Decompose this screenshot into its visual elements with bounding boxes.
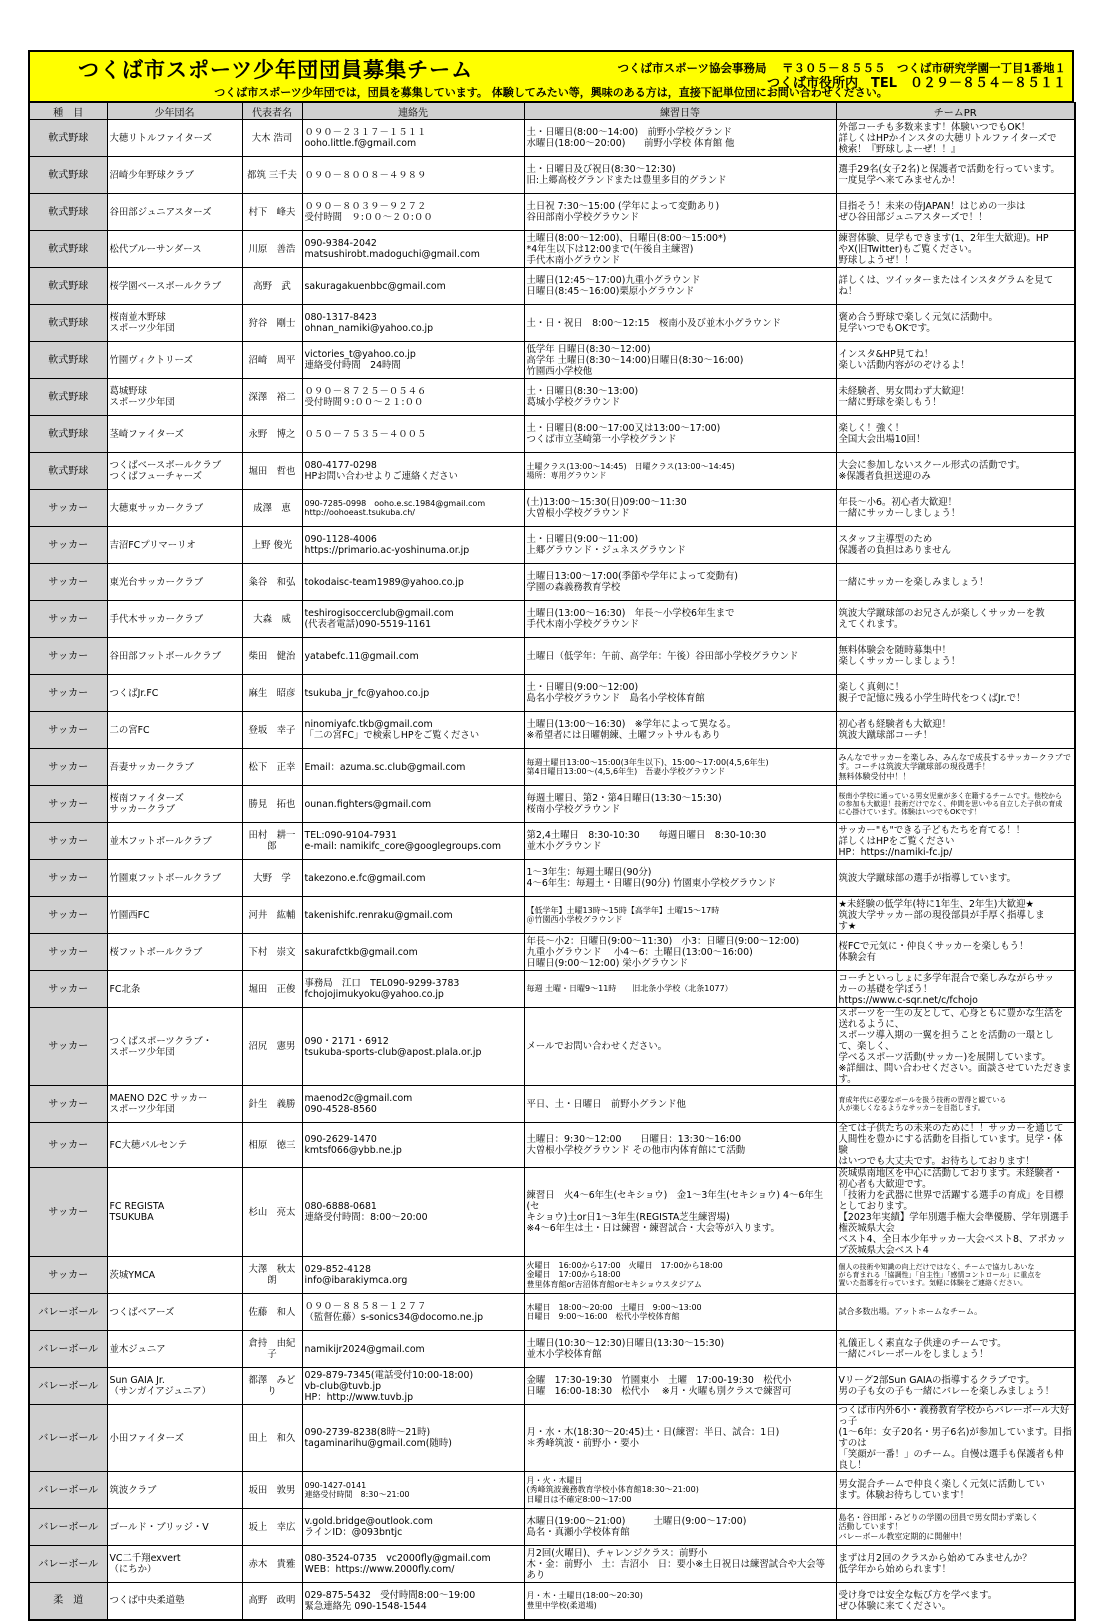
table-row [29, 971, 1075, 1008]
practice-schedule-cell: 1～3年生：毎週土曜日(90分) 4～6年生：毎週土・日曜日(90分) 竹園東小学校グラウンド [524, 860, 836, 897]
contact-cell: 090-9384-2042 matsushirobt.madoguchi@gmail.com [302, 231, 524, 268]
table-row [29, 490, 1075, 527]
practice-schedule-cell: 土曜クラス(13:00～14:45) 日曜クラス(13:00～14:45) 場所：専用グラウンド [524, 453, 836, 490]
table-row [29, 1509, 1075, 1546]
team-name-cell: 茎崎ファイターズ [107, 416, 242, 453]
contact-cell: ０９０－２３１７－１５１１ ooho.little.f@gmail.com [302, 120, 524, 157]
contact-cell: 080-6888-0681 連絡受付時間：8:00～20:00 [302, 1168, 524, 1257]
team-name-cell: 並木フットボールクラブ [107, 823, 242, 860]
contact-cell: 029-879-7345(電話受付10:00-18:00) vb-club@tuvb.jp HP：http://www.tuvb.jp [302, 1368, 524, 1405]
representative-cell: 大野 学 [242, 860, 302, 897]
sport-cell: 軟式野球 [29, 157, 107, 194]
team-pr-cell: ★未経験の低学年(特に1年生、2年生)大歓迎★ 筑波大学サッカー部の現役部員が手厚く指導しま す★ [836, 897, 1075, 934]
table-row [29, 527, 1075, 564]
team-name-cell: Sun GAIA Jr. （サンガイアジュニア） [107, 1368, 242, 1405]
team-name-cell: 桜学園ベースボールクラブ [107, 268, 242, 305]
representative-cell: 堀田 哲也 [242, 453, 302, 490]
practice-schedule-cell: 土・日・祝日 8:00～12:15 桜南小及び並木小グラウンド [524, 305, 836, 342]
sport-cell: バレーボール [29, 1331, 107, 1368]
team-table [28, 102, 1076, 1621]
team-pr-cell: スポーツを一生の友として、心身ともに豊かな生活を送れるように、 スポーツ導入期の一翼を担うことを活動の一環として、楽しく、 学べるスポーツ活動(サッカー)を展開しています。 ※詳細は、問い合わせください。面談させていただきます。 [836, 1008, 1075, 1086]
recruitment-notice: つくば市スポーツ少年団では，団員を募集しています。 体験してみたい等，興味のある方は，直接下記単位団にお問い合わせください。 [214, 86, 888, 99]
table-row [29, 1583, 1075, 1620]
practice-schedule-cell: 土曜日(8:00～12:00)、日曜日(8:00～15:00*) *4年生以下は12:00まで(午後自主練習) 手代木南小グラウンド [524, 231, 836, 268]
practice-schedule-cell: 木曜日(19:00～21:00) 土曜日(9:00～17:00) 島名・真瀬小学校体育館 [524, 1509, 836, 1546]
team-name-cell: 桜フットボールクラブ [107, 934, 242, 971]
team-pr-cell: 礼儀正しく素直な子供達のチームです。 一緒にバレーボールをしましょう！ [836, 1331, 1075, 1368]
representative-cell: 柴田 健治 [242, 638, 302, 675]
team-pr-cell: 全ては子供たちの未来のために！！サッカーを通じて 人間性を豊かにする活動を目指しています。見学・体験 はいつでも大丈夫です。お待ちしております！ [836, 1123, 1075, 1168]
table-row [29, 1472, 1075, 1509]
table-row [29, 1368, 1075, 1405]
contact-cell: takezono.e.fc@gmail.com [302, 860, 524, 897]
representative-cell: 沼崎 周平 [242, 342, 302, 379]
team-pr-cell: 男女混合チームで仲良く楽しく元気に活動してい ます。体験お待ちしています！ [836, 1472, 1075, 1509]
team-name-cell: 茨城YMCA [107, 1257, 242, 1294]
sport-cell: サッカー [29, 971, 107, 1008]
team-pr-cell: 大会に参加しないスクール形式の活動です。 ※保護者負担送迎のみ [836, 453, 1075, 490]
table-row [29, 157, 1075, 194]
contact-cell: 090-1128-4006 https://primario.ac-yoshinuma.or.jp [302, 527, 524, 564]
team-pr-cell: 育成年代に必要なボールを扱う技術の習得と観ている 人が楽しくなるようなサッカーを目指します。 [836, 1086, 1075, 1123]
practice-schedule-cell: 土曜日：9:30～12:00 日曜日：13:30～16:00 大曽根小学校グラウンド その他市内体育館にて活動 [524, 1123, 836, 1168]
contact-cell: victories_t@yahoo.co.jp 連絡受付時間 24時間 [302, 342, 524, 379]
representative-cell: 永野 博之 [242, 416, 302, 453]
table-row [29, 379, 1075, 416]
practice-schedule-cell: 月2回(火曜日)、チャレンジクラス：前野小 木・金：前野小 土：吉沼小 日：要小※土日祝日は練習試合や大会等あり [524, 1546, 836, 1583]
col-header-sport: 種 目 [29, 103, 107, 120]
practice-schedule-cell: 平日、土・日曜日 前野小グランド他 [524, 1086, 836, 1123]
representative-cell: 田村 耕一郎 [242, 823, 302, 860]
table-row [29, 1294, 1075, 1331]
sport-cell: サッカー [29, 749, 107, 786]
representative-cell: 登坂 幸子 [242, 712, 302, 749]
practice-schedule-cell: 月・水・木(18:30～20:45)土・日(練習：半日、試合：1日) ＊秀峰筑波・前野小・要小 [524, 1405, 836, 1472]
representative-cell: 上野 俊光 [242, 527, 302, 564]
practice-schedule-cell: 毎週土曜日13:00～15:00(3年生以下)、15:00～17:00(4,5,6年生) 第4日曜日13:00～(4,5,6年生) 吾妻小学校グラウンド [524, 749, 836, 786]
representative-cell: 都筑 三千夫 [242, 157, 302, 194]
team-pr-cell: 島名・谷田部・みどりの学園の団員で男女問わず楽しく 活動しています！ バレーボール教室定期的に開催中！ [836, 1509, 1075, 1546]
sport-cell: サッカー [29, 712, 107, 749]
team-name-cell: 谷田部フットボールクラブ [107, 638, 242, 675]
team-pr-cell: 筑波大学蹴球部のお兄さんが楽しくサッカーを教 えてくれます。 [836, 601, 1075, 638]
sport-cell: サッカー [29, 638, 107, 675]
sport-cell: バレーボール [29, 1546, 107, 1583]
office-phone: つくば市役所内 TEL ０２９－８５４－８５１１ [766, 76, 1066, 91]
team-name-cell: 竹園ヴィクトリーズ [107, 342, 242, 379]
contact-cell: sakurafctkb@gmail.com [302, 934, 524, 971]
sport-cell: バレーボール [29, 1368, 107, 1405]
contact-cell: 080-1317-8423 ohnan_namiki@yahoo.co.jp [302, 305, 524, 342]
team-name-cell: 二の宮FC [107, 712, 242, 749]
office-address: つくば市スポーツ協会事務局 〒３０５－８５５５ つくば市研究学園一丁目1番地１ [617, 61, 1066, 75]
team-name-cell: FC REGISTA TSUKUBA [107, 1168, 242, 1257]
team-pr-cell: 未経験者、男女問わず大歓迎！ 一緒に野球を楽しもう！ [836, 379, 1075, 416]
contact-cell: 029-852-4128 info@ibarakiymca.org [302, 1257, 524, 1294]
contact-cell: 090-2629-1470 kmtsf066@ybb.ne.jp [302, 1123, 524, 1168]
contact-cell: 090-1427-0141 連絡受付時間 8:30～21:00 [302, 1472, 524, 1509]
practice-schedule-cell: 毎週土曜日、第2・第4日曜日(13:30～15:30) 桜南小学校グラウンド [524, 786, 836, 823]
representative-cell: 粂谷 和弘 [242, 564, 302, 601]
table-row [29, 860, 1075, 897]
team-name-cell: 吾妻サッカークラブ [107, 749, 242, 786]
contact-cell: ０９０－８０３９－９２７２ 受付時間 ９:００～２０:００ [302, 194, 524, 231]
representative-cell: 沼尻 憲男 [242, 1008, 302, 1086]
table-row [29, 897, 1075, 934]
contact-cell: 080-4177-0298 HPお問い合わせよりご連絡ください [302, 453, 524, 490]
team-pr-cell: スタッフ主導型のため 保護者の負担はありません [836, 527, 1075, 564]
table-row [29, 934, 1075, 971]
representative-cell: 坂上 幸広 [242, 1509, 302, 1546]
team-pr-cell: 個人の技術や知識の向上だけではなく、チームで協力しあいな がら育まれる「協調性」「自主性」「感情コントロール」に重点を 置いた指導を行っています。気軽に体験をご連絡ください。 [836, 1257, 1075, 1294]
contact-cell: 090・2171・6912 tsukuba-sports-club@apost.plala.or.jp [302, 1008, 524, 1086]
team-pr-cell: Vリーグ2部Sun GAIAの指導するクラブです。 男の子も女の子も一緒にバレーを楽しみましょう！ [836, 1368, 1075, 1405]
sport-cell: バレーボール [29, 1509, 107, 1546]
col-header-practice: 練習日等 [524, 103, 836, 120]
practice-schedule-cell: 土・日曜日(9:00～11:00) 上郷グラウンド・ジュネスグラウンド [524, 527, 836, 564]
sport-cell: 軟式野球 [29, 342, 107, 379]
representative-cell: 針生 義勝 [242, 1086, 302, 1123]
sport-cell: 軟式野球 [29, 305, 107, 342]
team-name-cell: つくばベースボールクラブ つくばフューチャーズ [107, 453, 242, 490]
team-name-cell: 谷田部ジュニアスターズ [107, 194, 242, 231]
contact-cell: yatabefc.11@gmail.com [302, 638, 524, 675]
representative-cell: 都澤 みどり [242, 1368, 302, 1405]
contact-cell: maenod2c@gmail.com 090-4528-8560 [302, 1086, 524, 1123]
representative-cell: 大木 浩司 [242, 120, 302, 157]
representative-cell: 杉山 亮太 [242, 1168, 302, 1257]
sport-cell: サッカー [29, 897, 107, 934]
team-pr-cell: 桜南小学校に通っている男女児童が多く在籍するチームです。他校から の参加も大歓迎！技術だけでなく、仲間を思いやる自立した子供の育成 に心掛けています。体験はいつでもOKです！ [836, 786, 1075, 823]
table-row [29, 231, 1075, 268]
team-pr-cell: 受け身では安全な転び方を学べます。 ぜひ体験に来てください。 [836, 1583, 1075, 1620]
contact-cell: ounan.fighters@gmail.com [302, 786, 524, 823]
sheet-title: つくば市スポーツ少年団団員募集チーム [78, 58, 474, 82]
team-pr-cell: 楽しく！強く！ 全国大会出場10回！ [836, 416, 1075, 453]
team-pr-cell: インスタ&HP見てね！ 楽しい活動内容がのぞけるよ！ [836, 342, 1075, 379]
team-pr-cell: 目指そう！未来の侍JAPAN！はじめの一歩は ぜひ谷田部ジュニアスターズで！！ [836, 194, 1075, 231]
sport-cell: バレーボール [29, 1405, 107, 1472]
team-pr-cell: 初心者も経験者も大歓迎！ 筑波大蹴球部コーチ！ [836, 712, 1075, 749]
team-name-cell: 大穂リトルファイターズ [107, 120, 242, 157]
team-name-cell: 桜南ファイターズ サッカークラブ [107, 786, 242, 823]
team-name-cell: つくばスポーツクラブ・ スポーツ少年団 [107, 1008, 242, 1086]
contact-cell: ０９０－８８５８－１２７７ （監督佐藤）s-sonics34@docomo.ne.jp [302, 1294, 524, 1331]
table-row [29, 1008, 1075, 1086]
team-pr-cell: コーチといっしょに多学年混合で楽しみながらサッ カーの基礎を学ぼう！ https://www.c-sqr.net/c/fchojo [836, 971, 1075, 1008]
team-pr-cell: 詳しくは、ツイッターまたはインスタグラムを見て ね！ [836, 268, 1075, 305]
representative-cell: 村下 峰夫 [242, 194, 302, 231]
table-row [29, 120, 1075, 157]
practice-schedule-cell: 金曜 17:30-19:30 竹園東小 土曜 17:00-19:30 松代小 日曜 16:00-18:30 松代小 ※月・火曜も別クラスで練習可 [524, 1368, 836, 1405]
practice-schedule-cell: 土曜日(13:00～16:30) ※学年によって異なる。 ※希望者には日曜朝練、土曜フットサルもあり [524, 712, 836, 749]
table-row [29, 1546, 1075, 1583]
representative-cell: 田上 和久 [242, 1405, 302, 1472]
sport-cell: サッカー [29, 564, 107, 601]
team-name-cell: 小田ファイターズ [107, 1405, 242, 1472]
team-pr-cell: 茨城県南地区を中心に活動しております。未経験者・初心者も大歓迎です。 「技術力を武器に世界で活躍する選手の育成」を目標としております。 【2023年実績】学年別選手権大会準優勝、学年別選手権茨城県大会 ベスト4、全日本少年サッカー大会ベスト8、アボカップ茨城県大会ベスト4 [836, 1168, 1075, 1257]
team-pr-cell: 選手29名(女子2名)と保護者で活動を行っています。 一度見学へ来てみませんか！ [836, 157, 1075, 194]
table-row [29, 305, 1075, 342]
table-row [29, 675, 1075, 712]
sport-cell: 軟式野球 [29, 453, 107, 490]
contact-cell: ０５０－７５３５－４００５ [302, 416, 524, 453]
sport-cell: サッカー [29, 1123, 107, 1168]
contact-cell: 事務局 江口 TEL090-9299-3783 fchojojimukyoku@yahoo.co.jp [302, 971, 524, 1008]
contact-cell: ０９０－８００８－４９８９ [302, 157, 524, 194]
sport-cell: 柔 道 [29, 1583, 107, 1620]
table-row [29, 564, 1075, 601]
contact-cell: ninomiyafc.tkb@gmail.com 「二の宮FC」で検索しHPをご覧ください [302, 712, 524, 749]
team-name-cell: 東光台サッカークラブ [107, 564, 242, 601]
practice-schedule-cell: 【低学年】土曜13時～15時【高学年】土曜15～17時 ＠竹園西小学校グラウンド [524, 897, 836, 934]
sheet-header [28, 50, 1074, 102]
practice-schedule-cell: 木曜日 18:00～20:00 土曜日 9:00～13:00 日曜日 9:00～16:00 松代小学校体育館 [524, 1294, 836, 1331]
practice-schedule-cell: 火曜日 16:00から17:00 火曜日 17:00から18:00 金曜日 17:00から18:00 豊里体育館or吉沼体育館orセキショウスタジアム [524, 1257, 836, 1294]
practice-schedule-cell: 土・日曜日(8:00～14:00) 前野小学校グランド 水曜日(18:00～20:00) 前野小学校 体育館 他 [524, 120, 836, 157]
contact-cell: teshirogisoccerclub@gmail.com (代表者電話)090-5519-1161 [302, 601, 524, 638]
sport-cell: サッカー [29, 860, 107, 897]
team-pr-cell: まずは月2回のクラスから始めてみませんか？ 低学年から始められます！ [836, 1546, 1075, 1583]
team-name-cell: FC北条 [107, 971, 242, 1008]
practice-schedule-cell: 第2,4土曜日 8:30-10:30 毎週日曜日 8:30-10:30 並木小グラウンド [524, 823, 836, 860]
table-row [29, 823, 1075, 860]
practice-schedule-cell: 月・木・土曜日(18:00～20:30) 豊里中学校(柔道場) [524, 1583, 836, 1620]
sport-cell: サッカー [29, 786, 107, 823]
sport-cell: サッカー [29, 1257, 107, 1294]
team-name-cell: 大穂東サッカークラブ [107, 490, 242, 527]
sport-cell: サッカー [29, 675, 107, 712]
team-name-cell: つくばベアーズ [107, 1294, 242, 1331]
team-pr-cell: 試合多数出場。アットホームなチーム。 [836, 1294, 1075, 1331]
representative-cell: 麻生 昭彦 [242, 675, 302, 712]
practice-schedule-cell: 土曜日(10:30～12:30)日曜日(13:30～15:30) 並木小学校体育館 [524, 1331, 836, 1368]
table-body [29, 120, 1075, 1620]
representative-cell: 堀田 正俊 [242, 971, 302, 1008]
team-pr-cell: 桜FCで元気に・仲良くサッカーを楽しもう！ 体験会有 [836, 934, 1075, 971]
representative-cell: 佐藤 和人 [242, 1294, 302, 1331]
sport-cell: 軟式野球 [29, 194, 107, 231]
representative-cell: 高野 武 [242, 268, 302, 305]
table-row [29, 1123, 1075, 1168]
team-pr-cell: 一緒にサッカーを楽しみましょう！ [836, 564, 1075, 601]
team-name-cell: 沼崎少年野球クラブ [107, 157, 242, 194]
table-row [29, 416, 1075, 453]
contact-cell: TEL:090-9104-7931 e-mail: namikifc_core@googlegroups.com [302, 823, 524, 860]
sport-cell: サッカー [29, 934, 107, 971]
team-pr-cell: 外部コーチも多数来ます！体験いつでもOK！ 詳しくはHPかインスタの大穂リトルファイターズで 検索！『野球しよーぜ！！』 [836, 120, 1075, 157]
team-name-cell: 桜南並木野球 スポーツ少年団 [107, 305, 242, 342]
contact-cell: 080-3524-0735 vc2000fly@gmail.com WEB：https://www.2000fly.com/ [302, 1546, 524, 1583]
practice-schedule-cell: 年長～小2：日曜日(9:00～11:30) 小3：日曜日(9:00～12:00) 九重小グラウンド 小4～6：土曜日(13:00～16:00) 日曜日(9:00～12:00) 栄小グラウンド [524, 934, 836, 971]
practice-schedule-cell: 土・日曜日(8:00～17:00又は13:00～17:00) つくば市立茎崎第一小学校グランド [524, 416, 836, 453]
team-name-cell: 竹園東フットボールクラブ [107, 860, 242, 897]
table-row [29, 786, 1075, 823]
sport-cell: サッカー [29, 1008, 107, 1086]
table-row [29, 712, 1075, 749]
table-row [29, 1257, 1075, 1294]
team-name-cell: 並木ジュニア [107, 1331, 242, 1368]
representative-cell: 大森 威 [242, 601, 302, 638]
sport-cell: 軟式野球 [29, 416, 107, 453]
sport-cell: 軟式野球 [29, 268, 107, 305]
practice-schedule-cell: 低学年 日曜日(8:30～12:00) 高学年 土曜日(8:30～14:00)日曜日(8:30～16:00) 竹園西小学校他 [524, 342, 836, 379]
sport-cell: サッカー [29, 601, 107, 638]
sport-cell: 軟式野球 [29, 120, 107, 157]
team-pr-cell: 練習体験、見学もできます(1、2年生大歓迎)。HP やX(旧Twitter)もご覧ください。 野球しようぜ！！ [836, 231, 1075, 268]
contact-cell: 090-7285-0998 ooho.e.sc.1984@gmail.com http://oohoeast.tsukuba.ch/ [302, 490, 524, 527]
practice-schedule-cell: 練習日 火4～6年生(セキショウ) 金1～3年生(セキショウ) 4～6年生(セ キショウ)土or日1～3年生(REGISTA芝生練習場) ※4～6年生は土・日は練習・練習試合・大会等が入ります。 [524, 1168, 836, 1257]
representative-cell: 成澤 恵 [242, 490, 302, 527]
representative-cell: 深澤 裕二 [242, 379, 302, 416]
col-header-pr: チームPR [836, 103, 1075, 120]
representative-cell: 高野 政明 [242, 1583, 302, 1620]
representative-cell: 川原 善浩 [242, 231, 302, 268]
team-name-cell: FC大穂パルセンテ [107, 1123, 242, 1168]
sport-cell: 軟式野球 [29, 379, 107, 416]
team-pr-cell: つくば市内外6小・義務教育学校からバレーボール大好っ子 (1～6年：女子20名・男子6名)が参加しています。目指すのは 「笑顔が一番！」のチーム。自慢は選手も保護者も仲良し！ [836, 1405, 1075, 1472]
sport-cell: サッカー [29, 1168, 107, 1257]
practice-schedule-cell: 土曜日(12:45～17:00)九重小グラウンド 日曜日(8:45～16:00)栗原小グラウンド [524, 268, 836, 305]
practice-schedule-cell: 土日祝 7:30～15:00 (学年によって変動あり) 谷田部南小学校グラウンド [524, 194, 836, 231]
col-header-team: 少年団名 [107, 103, 242, 120]
contact-cell: tokodaisc-team1989@yahoo.co.jp [302, 564, 524, 601]
team-name-cell: 手代木サッカークラブ [107, 601, 242, 638]
sport-cell: バレーボール [29, 1294, 107, 1331]
team-pr-cell: 褒め合う野球で楽しく元気に活動中。 見学いつでもOKです。 [836, 305, 1075, 342]
team-pr-cell: 無料体験会を随時募集中！ 楽しくサッカーしましょう！ [836, 638, 1075, 675]
representative-cell: 松下 正幸 [242, 749, 302, 786]
representative-cell: 河井 紘輔 [242, 897, 302, 934]
team-name-cell: MAENO D2C サッカー スポーツ少年団 [107, 1086, 242, 1123]
team-name-cell: 筑波クラブ [107, 1472, 242, 1509]
sport-cell: サッカー [29, 1086, 107, 1123]
contact-cell: tsukuba_jr_fc@yahoo.co.jp [302, 675, 524, 712]
table-row [29, 268, 1075, 305]
table-row [29, 749, 1075, 786]
representative-cell: 勝見 拓也 [242, 786, 302, 823]
table-row [29, 194, 1075, 231]
team-name-cell: つくばJr.FC [107, 675, 242, 712]
team-name-cell: 吉沼FCプリマーリオ [107, 527, 242, 564]
representative-cell: 倉持 由紀子 [242, 1331, 302, 1368]
contact-cell: v.gold.bridge@outlook.com ラインID：@093bntjc [302, 1509, 524, 1546]
team-pr-cell: みんなでサッカーを楽しみ、みんなで成長するサッカークラブで す。コーチは筑波大学蹴球部の現役選手！ 無料体験受付中！！ [836, 749, 1075, 786]
team-name-cell: VC二千翔exvert （にちか） [107, 1546, 242, 1583]
team-pr-cell: 楽しく真剣に！ 親子で記憶に残る小学生時代をつくばJr.で！ [836, 675, 1075, 712]
table-row [29, 1168, 1075, 1257]
representative-cell: 坂田 敦男 [242, 1472, 302, 1509]
table-row [29, 1086, 1075, 1123]
practice-schedule-cell: 土曜日(13:00～16:30) 年長～小学校6年生まで 手代木南小学校グラウンド [524, 601, 836, 638]
contact-cell: 029-875-5432 受付時間8:00～19:00 緊急連絡先 090-1548-1544 [302, 1583, 524, 1620]
representative-cell: 相原 徳三 [242, 1123, 302, 1168]
representative-cell: 大澤 秋太朗 [242, 1257, 302, 1294]
practice-schedule-cell: 土・日曜日及び祝日(8:30～12:30) 旧:上郷高校グランドまたは豊里多目的グランド [524, 157, 836, 194]
team-name-cell: ゴールド・ブリッジ・V [107, 1509, 242, 1546]
practice-schedule-cell: メールでお問い合わせください。 [524, 1008, 836, 1086]
representative-cell: 下村 崇文 [242, 934, 302, 971]
col-header-rep: 代表者名 [242, 103, 302, 120]
team-name-cell: つくば中央柔道塾 [107, 1583, 242, 1620]
team-pr-cell: 年長～小6。初心者大歓迎！ 一緒にサッカーしましょう！ [836, 490, 1075, 527]
table-row [29, 1331, 1075, 1368]
team-pr-cell: サッカー"も"できる子どもたちを育てる！！ 詳しくはHPをご覧ください HP：https://namiki-fc.jp/ [836, 823, 1075, 860]
contact-cell: namikijr2024@gmail.com [302, 1331, 524, 1368]
team-name-cell: 葛城野球 スポーツ少年団 [107, 379, 242, 416]
contact-cell: takenishifc.renraku@gmail.com [302, 897, 524, 934]
sport-cell: バレーボール [29, 1472, 107, 1509]
contact-cell: Email：azuma.sc.club@gmail.com [302, 749, 524, 786]
table-row [29, 601, 1075, 638]
recruitment-sheet [28, 50, 1074, 1621]
table-row [29, 1405, 1075, 1472]
team-pr-cell: 筑波大学蹴球部の選手が指導しています。 [836, 860, 1075, 897]
sport-cell: サッカー [29, 527, 107, 564]
practice-schedule-cell: 月・火・木曜日 (秀峰筑波義務教育学校小体育館18:30～21:00) 日曜日は不確定8:00～17:00 [524, 1472, 836, 1509]
contact-cell: ０９０－８７２５－０５４６ 受付時間９:００～２１:００ [302, 379, 524, 416]
practice-schedule-cell: 毎週 土曜・日曜9～11時 旧北条小学校（北条1077） [524, 971, 836, 1008]
team-name-cell: 松代ブルーサンダース [107, 231, 242, 268]
contact-cell: 090-2739-8238(8時～21時) tagaminarihu@gmail.com(随時) [302, 1405, 524, 1472]
team-name-cell: 竹園西FC [107, 897, 242, 934]
sport-cell: サッカー [29, 490, 107, 527]
sport-cell: 軟式野球 [29, 231, 107, 268]
table-row [29, 453, 1075, 490]
sport-cell: サッカー [29, 823, 107, 860]
practice-schedule-cell: (土)13:00～15:30(日)09:00～11:30 大曽根小学校グラウンド [524, 490, 836, 527]
table-row [29, 342, 1075, 379]
table-row [29, 638, 1075, 675]
representative-cell: 狩谷 剛士 [242, 305, 302, 342]
col-header-contact: 連絡先 [302, 103, 524, 120]
practice-schedule-cell: 土・日曜日(9:00～12:00) 島名小学校グラウンド 島名小学校体育館 [524, 675, 836, 712]
practice-schedule-cell: 土・日曜日(8:30～13:00) 葛城小学校グラウンド [524, 379, 836, 416]
representative-cell: 赤木 貴雅 [242, 1546, 302, 1583]
practice-schedule-cell: 土曜日13:00～17:00(季節や学年によって変動有) 学園の森義務教育学校 [524, 564, 836, 601]
contact-cell: sakuragakuenbbc@gmail.com [302, 268, 524, 305]
practice-schedule-cell: 土曜日（低学年：午前、高学年：午後）谷田部小学校グラウンド [524, 638, 836, 675]
table-header-row [29, 103, 1075, 120]
